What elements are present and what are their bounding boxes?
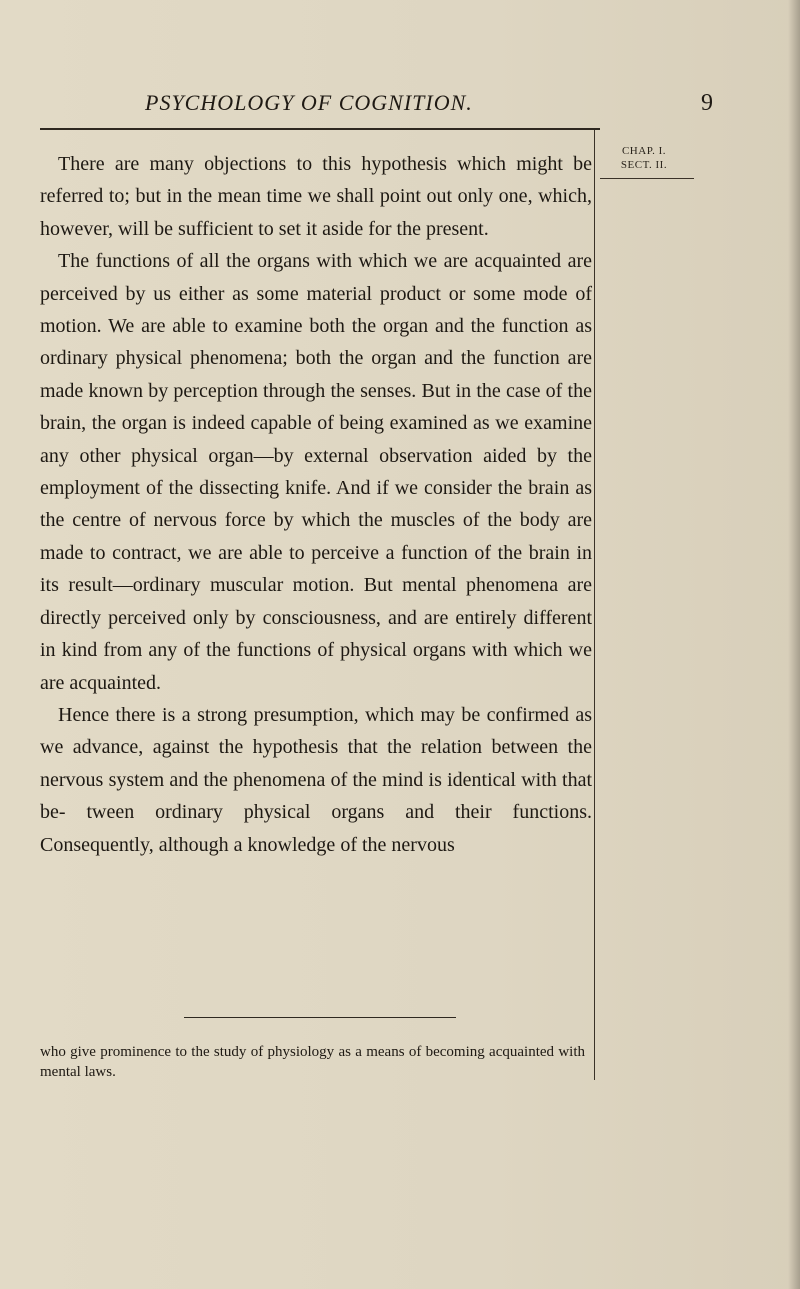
body-text: [40, 148, 592, 861]
footnote-text: who give prominence to the study of physiology as a means of becoming acquainted with mental laws.: [40, 1044, 585, 1080]
page-edge-shadow: [788, 0, 800, 1289]
paragraph: Hence there is a strong presumption, which may be confirmed as we advance, against the hypothesis that the relation between the nervous system and the phenomena of the mind is identical with that be- tween ordinary physical organs and their functions. Consequently, although a knowledge of the nervous: [40, 703, 592, 856]
page-number: 9: [701, 90, 713, 116]
margin-note: [612, 144, 676, 172]
margin-note-rule: [600, 178, 694, 179]
paragraph: The functions of all the organs with which we are acquainted are perceived by us either as some material product or some mode of motion. We are able to examine both the organ and the function as ordinary physical phenomena; both the organ and the function are made known by perception through the senses. But in the case of the brain, the organ is indeed capable of being examined as we examine any other physical organ—by external observation aided by the employment of the dissecting knife. And if we consider the brain as the centre of nervous force by which the muscles of the body are made to contract, we are able to perceive a function of the brain in its result—ordinary muscular motion. But mental phenomena are directly perceived only by consciousness, and are entirely different in kind from any of the functions of physical organs with which we are acquainted.: [40, 250, 592, 694]
running-head: [145, 90, 713, 126]
margin-note-chapter: CHAP. I.: [621, 145, 667, 157]
margin-note-section: SECT. II.: [620, 159, 668, 171]
running-title: PSYCHOLOGY OF COGNITION.: [145, 90, 473, 115]
footnote: [40, 1042, 585, 1082]
paragraph: There are many objections to this hypothesis which might be referred to; but in the mean time we shall point out only one, which, however, will be sufficient to set it aside for the present.: [40, 153, 592, 240]
footnote-rule: [184, 1017, 456, 1018]
header-rule: [40, 128, 600, 130]
margin-divider: [594, 130, 595, 1080]
